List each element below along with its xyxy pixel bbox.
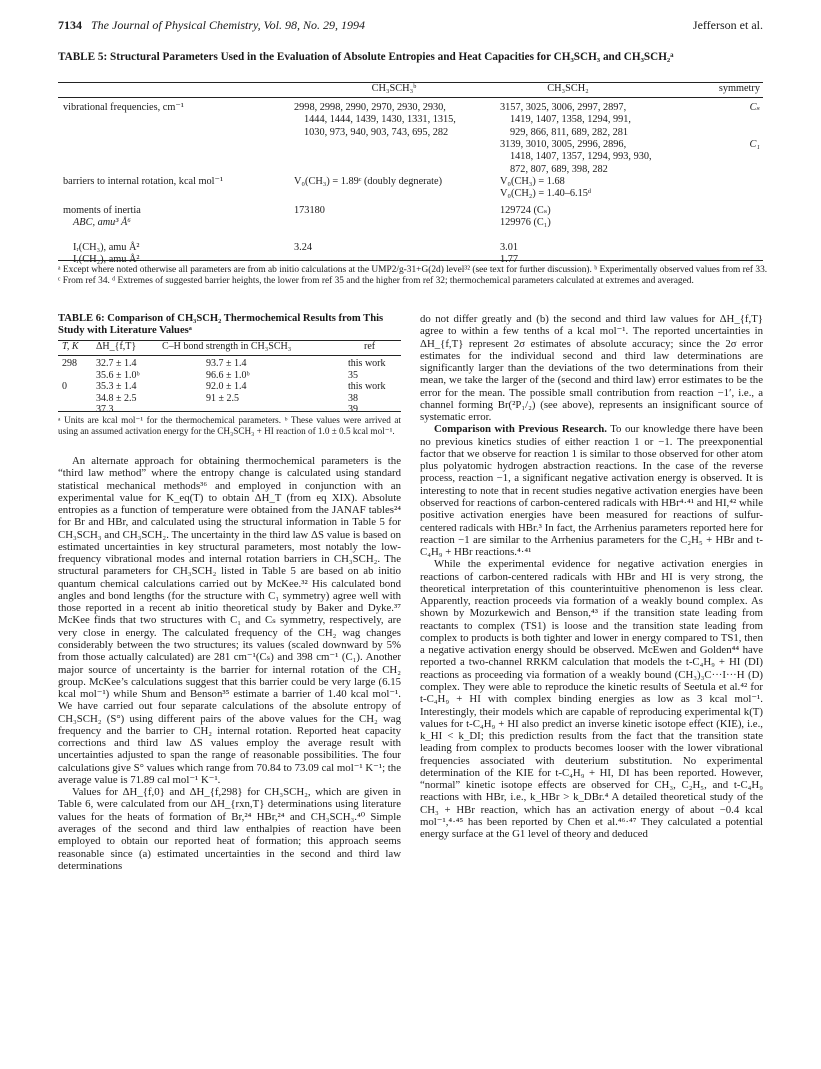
table5-symmetry-c1: C₁ [749, 139, 760, 150]
table5-text: ABC, amu³ Å⁶ [73, 217, 131, 229]
table5-row-barriers [58, 176, 763, 205]
table5-caption: TABLE 5: Structural Parameters Used in the Evaluation of Absolute Entropies and Heat Capacities for CH₃SCH₃ and CH₃SCH₂ᵃ [58, 51, 674, 63]
left-column-text [58, 455, 401, 872]
table6-cell: 93.7 ± 1.4 [206, 358, 247, 369]
table6-bottom-rule [58, 411, 401, 412]
author-header: Jefferson et al. [692, 18, 763, 32]
section-heading: Comparison with Previous Research. [434, 423, 607, 436]
table5-cell-ch3sch2-freq-c1 [500, 139, 700, 176]
table6-header-row [58, 341, 401, 355]
table5-text: 1.77 [500, 254, 519, 266]
table5-text: 173180 [294, 205, 325, 216]
running-header [58, 18, 763, 34]
table-row [58, 381, 401, 393]
table6-cell: 298 [62, 358, 77, 369]
table6-cell: 39 [348, 404, 358, 415]
table6-header-bond: C–H bond strength in CH₃SCH₃ [162, 341, 292, 352]
table6-cell: 38 [348, 392, 358, 404]
table6-footnote: ᵃ Units are kcal mol⁻¹ for the thermochemical parameters. ᵇ These values were arrived at using an assumed activation energy for the CH₃SCH₃ + HI reaction of 1.0 ± 0.5 kcal mol⁻¹. [58, 415, 401, 436]
table5-header-symmetry: symmetry [718, 83, 760, 94]
table5-footnotes: ᵃ Except where noted otherwise all parameters are from ab initio calculations at the UMP2/g-31+G(2d) level³² (see text for further discussion). ᵇ Experimentally observed values from ref 33. ᶜ From ref 34. ᵈ Extremes of suggested barrier heights, the lower from ref 35 and the higher from ref 32; thermochemical parameters calculated at extremes and averaged. [58, 265, 768, 287]
table5-label-barriers: barriers to internal rotation, kcal mol⁻¹ [63, 176, 224, 187]
table6-header-ref: ref [364, 341, 376, 352]
table6-cell: 96.6 ± 1.0ᵇ [206, 369, 250, 381]
table5-text: 1419, 1407, 1358, 1294, 991, [510, 114, 631, 126]
table5-symmetry-cs: Cₛ [749, 102, 760, 113]
table5-text: Iᵣ(CH₂), amu Å² [73, 254, 140, 266]
page-number: 7134 [58, 18, 82, 32]
table6-header-dh: ΔH_{f,T} [96, 341, 137, 352]
paragraph: do not differ greatly and (b) the second and third law values for ΔH_{f,T} agree to within a few tenths of a kcal mol⁻¹. The reported uncertainties in ΔH_{f,T} represent 2σ estimates of absolute accuracy; since the 2σ error estimates for the individual second and third law determinations are significantly larger than the deviations of the two determinations from their mean, we take the larger of the (second and third law) error estimates to be the error for the mean. The possible small contribution from reaction −1′, i.e., a channel forming Br(²P₁/₂) (see above), represents an insignificant source of systematic error. [420, 313, 763, 424]
table-row [58, 358, 401, 370]
table5 [58, 83, 763, 268]
table6-cell: 35 [348, 369, 358, 381]
table5-header-rule [58, 97, 763, 99]
table5-cell-ch3sch3-barrier: V₀(CH₃) = 1.89ᶜ (doubly degnerate) [294, 176, 443, 187]
table-row [58, 393, 401, 405]
table-row [58, 370, 401, 382]
table5-text: 1030, 973, 940, 903, 743, 695, 282 [304, 126, 449, 138]
table6-cell: 35.6 ± 1.0ᵇ [96, 369, 140, 381]
table5-text: 1444, 1444, 1439, 1430, 1331, 1315, [304, 114, 456, 126]
table5-cell-ch3sch2-ir [500, 242, 700, 267]
table5-header-ch3sch2: CH₃SCH₂ [547, 83, 589, 94]
right-column-text [420, 313, 763, 840]
table5-header-ch3sch3: CH₃SCH₃ᵇ [371, 83, 417, 94]
paragraph-body: To our knowledge there have been no previous kinetics studies of either reaction 1 or −1. The preexponential factor that we observe for reaction 1 is similar to those observed for other atom plus polyatomic hydrogen abstraction reactions. In the case of the reverse process, reaction −1, a significant negative activation energy is observed. It is interesting to note that in recent studies negative activation energies have been observed for reactions of carbon-centered radicals with HBr⁴·⁴¹ and HI,⁴² while positive activation energies have been measured for reactions of sulfur-centered radicals with HBr.³ In fact, the Arrhenius parameters reported here for reaction −1 are similar to the Arrhenius parameters for the C₂H₅ + HBr and t-C₄H₉ + HBr reactions.⁴·⁴¹ [420, 423, 763, 559]
table5-label-reduced-moments [63, 242, 140, 267]
table5-row-moments [58, 205, 763, 242]
table5-cell-ch3sch2-abc [500, 205, 700, 230]
table5-text: moments of inertia [63, 205, 141, 216]
table5-row-vibfreq-c1 [58, 139, 763, 176]
table5-cell-ch3sch2-freq-cs [500, 102, 700, 139]
table6-cell: this work [348, 381, 386, 392]
table5-text: Iᵣ(CH₃), amu Å² [73, 242, 140, 253]
table6-cell: 35.3 ± 1.4 [96, 381, 137, 392]
table5-bottom-rule [58, 260, 763, 261]
paragraph [420, 423, 763, 558]
table5-text: 3139, 3010, 3005, 2996, 2896, [500, 139, 627, 150]
table5-header-row [58, 83, 763, 96]
table5-text: 3.01 [500, 242, 519, 253]
table5-text: 129976 (C₁) [500, 217, 551, 229]
table5-label-moments [63, 205, 141, 230]
table5-label-vibfreq: vibrational frequencies, cm⁻¹ [63, 102, 184, 113]
paragraph: While the experimental evidence for negative activation energies in reactions of carbon-centered radicals with HBr and HI is very strong, the theoretical interpretation of this counterintuitive phenomenon is less clear. Apparently, reaction proceeds via formation of a weakly bound complex. As shown by Mozurkewich and Benson,⁴³ if the transition state leading from reactants to complex (TS1) is loose and the transition state leading from complex to products is both tighter and lower in energy compared to TS1, then a negative activation energy should be observed. McEwen and Golden⁴⁴ have reported a two-channel RRKM calculation that models the t-C₄H₉ + HI (DI) reactions as proceeding via formation of a weakly bound (CH₃)₃C···I···H (D) complex. They were able to reproduce the kinetic results of Seetula et al.⁴² for t-C₄H₉ + HI with complex binding energies as low as 3 kcal mol⁻¹. Interestingly, their models which are capable of reproducing experimental k(T) values for t-C₄H₉ + HI also predict an inverse kinetic isotope effect (KIE), i.e., k_HI < k_DI; this prediction results from the fact that the transition state leading from complex to products becomes looser with the lower vibrational frequencies associated with deuterium substitution. No experimental determination of the KIE for t-C₄H₉ + HI, DI has been reported. However, “normal” kinetic isotope effects are observed for CH₃, C₂H₅, and t-C₄H₉ reactions with HBr, i.e., k_HBr > k_DBr.⁴ A detailed theoretical study of the CH₃ + HBr reaction, which has an activation energy of about −0.4 kcal mol⁻¹,⁴·⁴⁵ has been reported by Chen et al.⁴⁶·⁴⁷ They calculated a potential energy surface at the G1 level of theory and deduced [420, 558, 763, 841]
table-row [58, 404, 401, 416]
table5-cell-ch3sch3-freq [294, 102, 494, 139]
table5-text: 129724 (Cₛ) [500, 205, 551, 216]
table5-text: 929, 866, 811, 689, 282, 281 [510, 126, 629, 138]
table6-header-t: T, K [62, 341, 79, 352]
table6 [58, 341, 401, 416]
journal-citation: The Journal of Physical Chemistry, Vol. 98, No. 29, 1994 [91, 18, 365, 32]
table6-cell: 32.7 ± 1.4 [96, 358, 137, 369]
table6-cell: 37.3 [96, 404, 114, 415]
table6-cell: 91 ± 2.5 [206, 392, 239, 404]
table6-cell: 34.8 ± 2.5 [96, 392, 137, 404]
table5-text: 3157, 3025, 3006, 2997, 2897, [500, 102, 627, 113]
table6-caption: TABLE 6: Comparison of CH₃SCH₂ Thermochemical Results from This Study with Literature Valuesᵃ [58, 313, 384, 337]
paragraph: Values for ΔH_{f,0} and ΔH_{f,298} for CH₃SCH₂, which are given in Table 6, were calculated from our ΔH_{rxn,T} determinations using literature values for the heats of formation of Br,²⁴ HBr,²⁴ and CH₃SCH₃.⁴⁰ Simple averages of the second and third law enthalpies of reaction have been employed to obtain our reported heat of formation; this approach seems reasonable since (a) estimated uncertainties in the second and third law determinations [58, 786, 401, 872]
table6-cell: 92.0 ± 1.4 [206, 381, 247, 392]
table5-row-vibfreq-cs [58, 102, 763, 139]
table5-text: V₀(CH₂) = 1.40–6.15ᵈ [500, 188, 592, 200]
paragraph: An alternate approach for obtaining thermochemical parameters is the “third law method” where the entropy change is calculated using standard statistical mechanical methods³⁶ and employed in conjunction with an experimental value for K_eq(T) to obtain ΔH_T (from eq XIX). Absolute entropies as a function of temperature were obtained from the JANAF tables²⁴ for Br and HBr, and calculated using the structural information in Table 5 for CH₃SCH₃ and CH₃SCH₂. The uncertainty in the third law ΔS value is based on estimated uncertainties in key structural parameters, most notably the low-frequency vibrational modes and internal rotation barriers in CH₃SCH₂. The structural parameters for CH₃SCH₂ listed in Table 5 are based on ab initio quantum chemical calculations carried out by McKee.³² His calculated bond angles and bond lengths (for the structure with C₁ symmetry) agree well with those reported in a recent ab initio theoretical study by Baker and Dyke.³⁷ McKee finds that two structures with C₁ and Cₛ symmetry, respectively, are very close in energy. The calculated frequency of the CH₂ wag changes considerably between the two structures; its values (scaled downward by 5% from those actually calculated) are 281 cm⁻¹(Cₛ) and 398 cm⁻¹ (C₁). Another major source of uncertainty is the barrier for internal rotation of the CH₂ group. McKee’s calculations suggest that this barrier could be very large (6.15 kcal mol⁻¹) while Shum and Benson³⁵ estimate a barrier of 1.40 kcal mol⁻¹. We have carried out four separate calculations of the absolute entropy of CH₃SCH₂ (S°) using different pairs of the above values for the CH₂ wag frequency and the barrier to CH₂ internal rotation. Reported heat capacity corrections and third law ΔS values employ the average result with uncertainties adjusted to span the range of reasonable possibilities. The four calculations give S° values which range from 70.84 to 73.09 cal mol⁻¹ K⁻¹; the average value is 71.89 cal mol⁻¹ K⁻¹. [58, 455, 401, 786]
table5-cell-ch3sch2-barrier [500, 176, 700, 201]
table6-cell: 0 [62, 381, 67, 392]
table6-cell: this work [348, 358, 386, 369]
table5-text: 2998, 2998, 2990, 2970, 2930, 2930, [294, 102, 446, 113]
table5-cell-ch3sch3-ir: 3.24 [294, 242, 313, 253]
table5-text: 1418, 1407, 1357, 1294, 993, 930, [510, 151, 652, 163]
table5-text: V₀(CH₃) = 1.68 [500, 176, 565, 187]
table5-text: 872, 807, 689, 398, 282 [510, 163, 608, 175]
table5-cell-ch3sch3-abc [294, 205, 494, 217]
table6-header-rule [58, 355, 401, 356]
